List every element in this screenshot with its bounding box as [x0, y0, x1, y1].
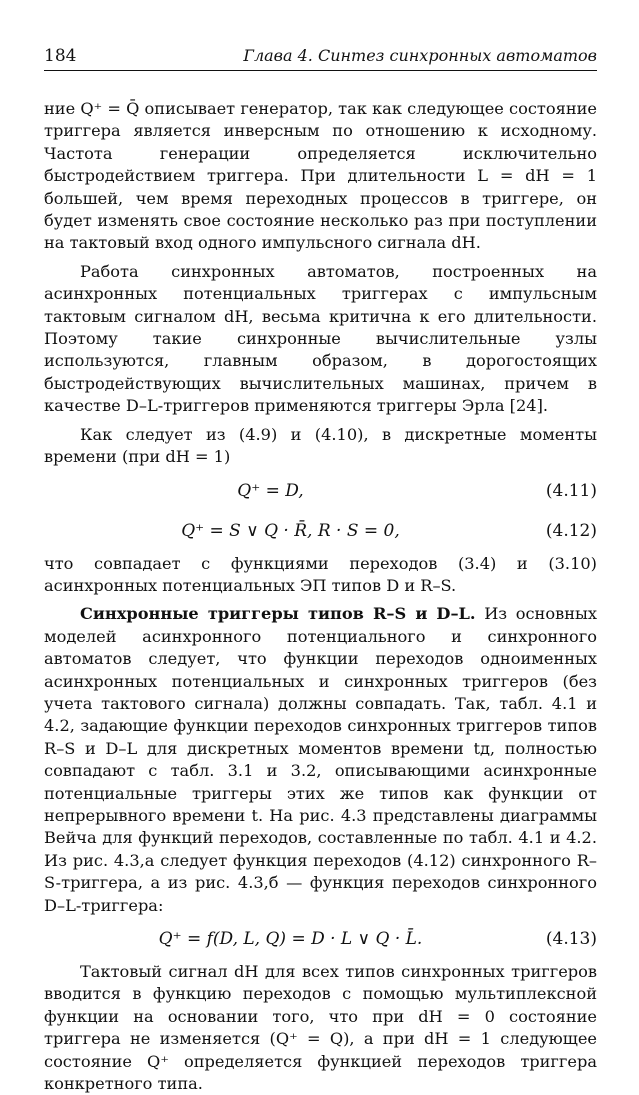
- equation-4-12: [44, 513, 597, 549]
- paragraph-1: ние Q⁺ = Q̄ описывает генератор, так как следующее состояние триггера является инверсным по отношению к исходному. Частота генерации определяется исключительно быстродействием триггера. При длительности L = dH = 1 большей, чем время переходных процессов в триггере, он будет изменять свое состояние несколько раз при поступлении на тактовый вход одного импульсного сигнала dH.: [44, 99, 597, 253]
- equation-4-13: [44, 921, 597, 957]
- equation-formula: Q⁺ = f(D, L, Q) = D · L ∨ Q · L̄.: [158, 929, 423, 949]
- running-header: [44, 44, 597, 71]
- equation-formula: Q⁺ = S ∨ Q · R̄, R · S = 0,: [181, 520, 400, 541]
- paragraph-5-text: Из основных моделей асинхронного потенциального и синхронного автоматов следует, что функции переходов одноименных асинхронных потенциальных и синхронных триггеров (без учета тактового сигнала) должны совпадать. Так, табл. 4.1 и 4.2, задающие функции переходов синхронных триггеров типов R–S и D–L для дискретных моментов времени tд, полностью совпадают с табл. 3.1 и 3.2, описывающими асинхронные потенциальные триггеры этих же типов как функции от непрерывного времени t. На рис. 4.3 представлены диаграммы Вейча для функций переходов, составленные по табл. 4.1 и 4.2. Из рис. 4.3,а следует функция переходов (4.12) синхронного R–S-триггера, а из рис. 4.3,б — функция переходов синхронного D–L-триггера:: [44, 604, 597, 915]
- equation-number: (4.11): [545, 480, 597, 501]
- equation-number: (4.13): [545, 929, 597, 949]
- paragraph-6: Тактовый сигнал dH для всех типов синхронных триггеров вводится в функцию переходов с помощью мультиплексной функции на основании того, что при dH = 0 состояние триггера не изменяется (Q⁺ = Q), а при dH = 1 следующее состояние Q⁺ определяется функцией переходов триггера конкретного типа.: [44, 962, 597, 1094]
- equation-number: (4.12): [545, 520, 597, 541]
- paragraph-2: Работа синхронных автоматов, построенных на асинхронных потенциальных триггерах с импульсным тактовым сигналом dH, весьма критична к его длительности. Поэтому такие синхронные вычислительные узлы используются, главным образом, в дорогостоящих быстродействующих вычислительных машинах, причем в качестве D–L-триггеров применяются триггеры Эрла [24].: [44, 261, 597, 416]
- page-body: [44, 98, 597, 1095]
- paragraph-4: что совпадает с функциями переходов (3.4) и (3.10) асинхронных потенциальных ЭП типов D и R–S.: [44, 553, 597, 595]
- page-number: 184: [44, 46, 77, 66]
- equation-formula: Q⁺ = D,: [237, 480, 304, 501]
- chapter-title: Глава 4. Синтез синхронных автоматов: [243, 46, 597, 65]
- paragraph-5: [44, 603, 597, 917]
- section-heading: Синхронные триггеры типов R–S и D–L.: [80, 604, 476, 624]
- paragraph-3: Как следует из (4.9) и (4.10), в дискретные моменты времени (при dH = 1): [44, 424, 597, 467]
- equation-4-11: [44, 473, 597, 509]
